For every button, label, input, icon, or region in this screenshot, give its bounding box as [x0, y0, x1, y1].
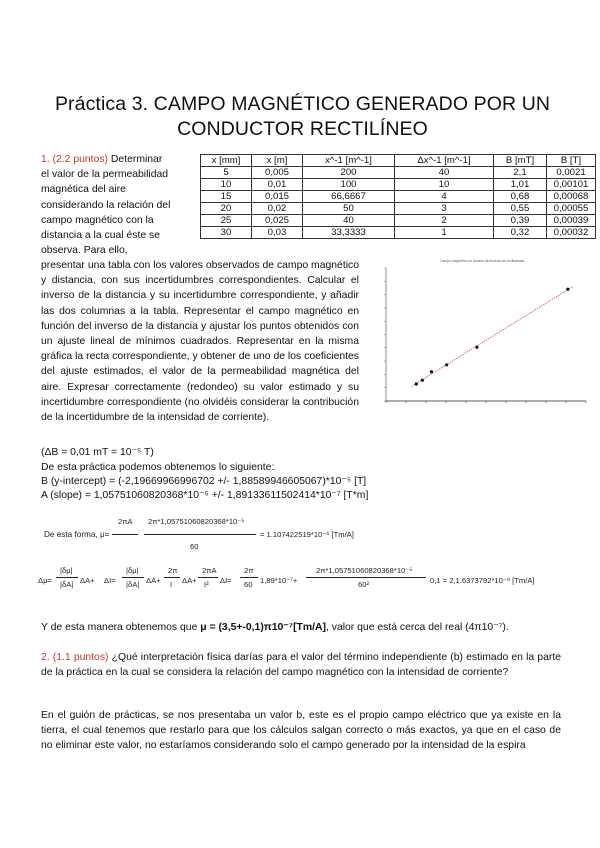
formula-1-den2: 60	[190, 542, 199, 551]
q1-line-4: campo magnético con la	[41, 214, 154, 226]
table-cell: 200	[303, 167, 395, 179]
table-cell: 33,3333	[303, 227, 395, 239]
f2-a-bar	[56, 577, 78, 578]
header-x-mm: x [mm]	[201, 155, 252, 167]
table-cell: 0,02	[252, 203, 303, 215]
answer-2: En el guión de prácticas, se nos presentaba un valor b, este es el propio campo eléctrico que ya existe en la tierra, el cual tenemos que restarlo para que los cálculos salgan correcto o más exactos, ya que en el caso de no eliminar este valor, no estaríamos considerando solo el campo generado por la intensidad de la espira	[41, 710, 561, 752]
table-cell: 0,00032	[547, 227, 596, 239]
table-cell: 30	[201, 227, 252, 239]
header-delta-inverse-x: Δx^-1 [m^-1]	[395, 155, 494, 167]
table-cell: 0,005	[252, 167, 303, 179]
table-cell: 3	[395, 203, 494, 215]
table-cell: 0,01	[252, 179, 303, 191]
data-point	[566, 288, 569, 291]
formula-1-num1: 2πA	[118, 517, 133, 526]
f2-d-bar	[198, 577, 218, 578]
data-point	[415, 382, 418, 385]
question-1-label: 1. (2.2 puntos)	[41, 154, 109, 165]
table-cell: 40	[395, 167, 494, 179]
table-cell: 0,68	[494, 191, 547, 203]
f2-d-num: 2πA	[202, 566, 217, 575]
table-row	[201, 203, 596, 215]
conclusion-pre: Y de esta manera obtenemos que	[41, 622, 201, 633]
table-cell: 15	[201, 191, 252, 203]
table-cell: 1,01	[494, 179, 547, 191]
table-row	[201, 191, 596, 203]
conclusion	[41, 621, 509, 635]
table-cell: 66,6667	[303, 191, 395, 203]
data-point	[421, 379, 424, 382]
table-row	[201, 227, 596, 239]
slope-result: A (slope) = 1,05751060820368*10⁻⁵ +/- 1,89133611502414*10⁻⁷ [T*m]	[41, 490, 369, 501]
f2-text1: Δμ=	[38, 576, 52, 585]
data-point	[475, 346, 478, 349]
f2-f-bar	[306, 577, 426, 578]
f2-f-num: 2π*1,05751060820368*10⁻⁵	[316, 566, 413, 575]
f2-mid2: ΔI=	[104, 576, 116, 585]
results-intro: De esta práctica podemos obtenemos lo siguiente:	[41, 462, 275, 473]
table-row	[201, 215, 596, 227]
f2-e-num: 2π	[244, 566, 254, 575]
table-cell: 10	[201, 179, 252, 191]
table-cell: 1	[395, 227, 494, 239]
table-cell: 2	[395, 215, 494, 227]
table-cell: 0,32	[494, 227, 547, 239]
data-table	[200, 154, 596, 239]
conclusion-value: μ = (3,5+-0,1)π10⁻⁷[Tm/A]	[200, 622, 326, 633]
chart-title: Campo magnético en función del inverso de la distancia	[439, 259, 525, 263]
formula-1-bar1	[112, 534, 138, 535]
table-cell: 0,00068	[547, 191, 596, 203]
f2-e-den: 60	[244, 580, 253, 589]
table-cell: 20	[201, 203, 252, 215]
f2-c-bar	[164, 577, 180, 578]
table-row	[201, 167, 596, 179]
question-1-intro	[41, 152, 185, 258]
q1-line-6: observa. Para ello,	[41, 245, 128, 257]
formula-1-num2: 2π*1,05751060820368*10⁻⁵	[148, 517, 245, 526]
table-cell: 0,0021	[547, 167, 596, 179]
q1-line-2: magnética del aire	[41, 184, 126, 196]
table-cell: 0,39	[494, 215, 547, 227]
f2-mid5: ΔI=	[220, 576, 232, 585]
table-cell: 10	[395, 179, 494, 191]
intercept-result: B (y-intercept) = (-2,19669966996702 +/- 1,88589946605067)*10⁻⁵ [T]	[41, 476, 367, 487]
title-line-2: CONDUCTOR RECTILÍNEO	[177, 118, 428, 140]
f2-b-bar	[122, 577, 144, 578]
f2-c-num: 2π	[168, 566, 178, 575]
field-vs-inverse-distance-chart	[370, 254, 590, 414]
f2-d-den: I²	[204, 580, 209, 589]
f2-c-den: I	[170, 580, 173, 589]
f2-mid6: 1,89*10⁻⁷+	[260, 576, 298, 585]
table-cell: 0,00039	[547, 215, 596, 227]
q1-line-3: considerando la relación del	[41, 199, 171, 211]
table-header-row	[201, 155, 596, 167]
formula-1-prefix: De esta forma, μ=	[44, 530, 110, 539]
question-1-text: presentar una tabla con los valores observados de campo magnético y distancia, con sus incertidumbres correspondientes. Calcular el inverso de la distancia y su incertidumbre correspondiente, y añadir las dos columnas a la tabla. Representar el campo magnético en función del inverso de la distancia y ajustar los puntos obtenidos con un ajuste lineal de mínimos cuadrados. Representar en la misma gráfica la recta correspondiente, y obtener de uno de los coeficientes del ajuste estimados, el valor de la permeabilidad magnética del aire. Expresar correctamente (redondeo) su valor estimado y su incertidumbre correspondiente (no olvidéis considerar la contribución de la incertidumbre de la intensidad de corriente).	[41, 260, 359, 424]
question-2-text: ¿Qué interpretación física darías para el valor del término independiente (b) estimado en la parte de la práctica en la cual se considera la relación del campo magnético con la intensidad de corriente?	[41, 652, 561, 679]
f2-a-num: |δμ|	[60, 566, 73, 575]
table-cell: 40	[303, 215, 395, 227]
f2-b-num: |δμ|	[126, 566, 139, 575]
f2-tail: 0,1 = 2,1.6373792*10⁻⁸ [Tm/A]	[430, 576, 535, 585]
q1-line-5: distancia a la cual éste se	[41, 230, 160, 242]
data-point	[445, 363, 448, 366]
f2-e-bar	[240, 577, 258, 578]
f2-a-den: |δA|	[60, 580, 74, 589]
table-cell: 0,015	[252, 191, 303, 203]
f2-mid4: ΔA+	[182, 576, 197, 585]
f2-f-den: 60²	[358, 580, 369, 589]
table-cell: 0,55	[494, 203, 547, 215]
table-cell: 0,03	[252, 227, 303, 239]
q1-line-0: Determinar	[110, 154, 163, 165]
table-cell: 2,1	[494, 167, 547, 179]
table-cell: 100	[303, 179, 395, 191]
table-cell: 0,00101	[547, 179, 596, 191]
f2-mid3: ΔA+	[146, 576, 161, 585]
title-line-1: Práctica 3. CAMPO MAGNÉTICO GENERADO POR UN	[54, 93, 551, 115]
page-title	[30, 92, 575, 142]
question-2	[41, 650, 561, 680]
q1-line-1: el valor de la permeabilidad	[41, 169, 169, 181]
table-cell: 4	[395, 191, 494, 203]
formula-1-result: = 1.107422519*10⁻⁶ [Tm/A]	[260, 530, 354, 539]
data-point	[430, 370, 433, 373]
formula-1-bar2	[144, 534, 256, 535]
fit-line	[411, 287, 572, 387]
header-x-m: x [m]	[252, 155, 303, 167]
table-row	[201, 179, 596, 191]
question-2-label: 2. (1.1 puntos)	[41, 652, 109, 663]
f2-mid1: ΔA+	[80, 576, 95, 585]
header-b-t: B [T]	[547, 155, 596, 167]
header-b-mt: B [mT]	[494, 155, 547, 167]
table-cell: 25	[201, 215, 252, 227]
header-inverse-x: x^-1 [m^-1]	[303, 155, 395, 167]
table-cell: 50	[303, 203, 395, 215]
table-cell: 5	[201, 167, 252, 179]
table-cell: 0,025	[252, 215, 303, 227]
f2-b-den: |δA|	[126, 580, 140, 589]
delta-b-note: (ΔB = 0,01 mT = 10⁻⁵ T)	[41, 447, 154, 458]
table-cell: 0,00055	[547, 203, 596, 215]
conclusion-post: , valor que está cerca del real (4π10⁻⁷).	[325, 622, 509, 633]
